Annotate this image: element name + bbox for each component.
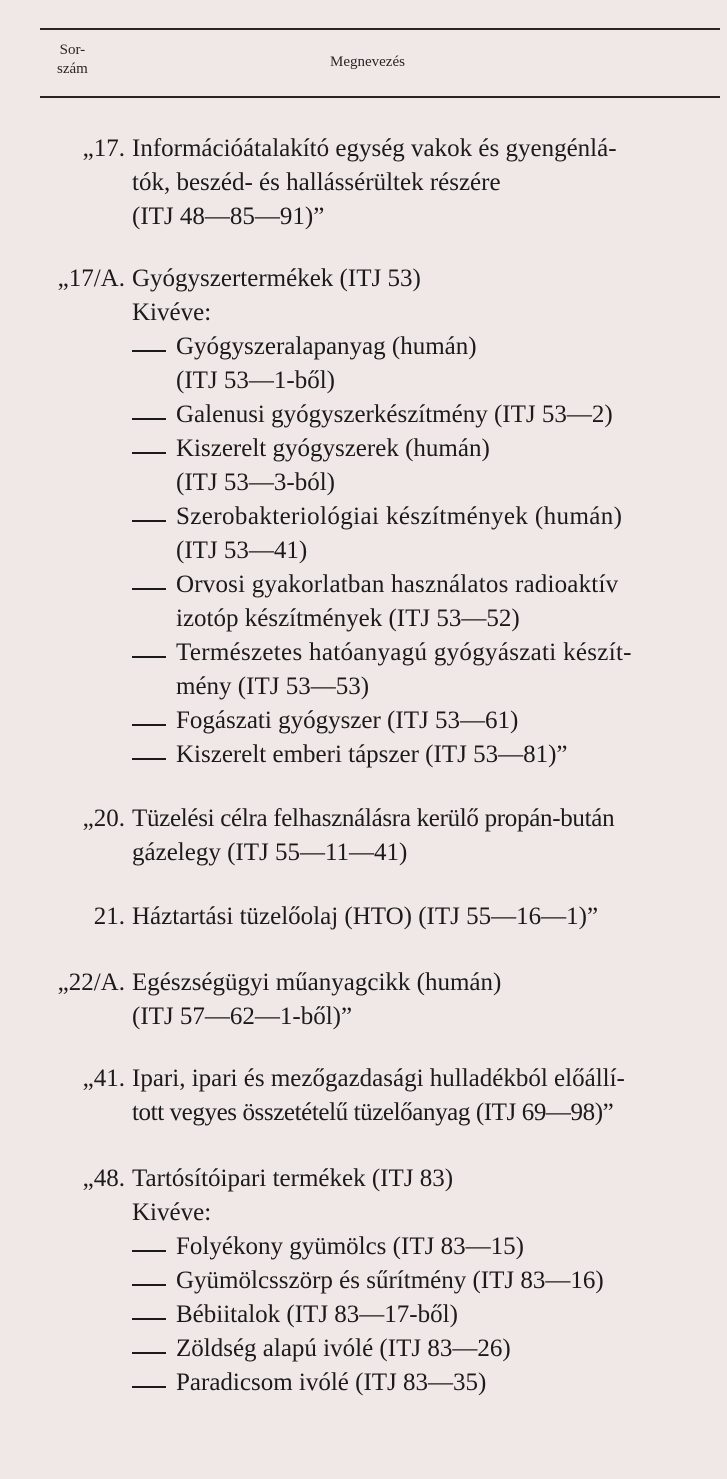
header-bottom-rule — [40, 96, 720, 98]
entry-number: 21. — [93, 903, 125, 930]
item-dash — [132, 724, 166, 726]
item-text: (ITJ 53—1-ből) — [176, 367, 335, 394]
entry-text-line: Háztartási tüzelőolaj (HTO) (ITJ 55—16—1)” — [132, 903, 599, 930]
entry-text-line: (ITJ 57—62—1-ből)” — [132, 1003, 353, 1030]
entry-number: „17/A. — [57, 265, 125, 292]
item-text: Bébiitalok (ITJ 83—17-ből) — [176, 1301, 458, 1328]
entry-number: „20. — [82, 805, 125, 832]
entry-title: Tartósítóipari termékek (ITJ 83) — [132, 1165, 454, 1192]
header-col-number-line1: Sor- — [59, 42, 86, 58]
item-dash — [132, 452, 166, 454]
except-label: Kivéve: — [132, 1199, 212, 1226]
item-text: Kiszerelt gyógyszerek (humán) — [176, 435, 490, 462]
item-text: Természetes hatóanyagú gyógyászati készít- — [176, 639, 632, 666]
item-text: Galenusi gyógyszerkészítmény (ITJ 53—2) — [176, 401, 613, 428]
entry-text-line: Ipari, ipari és mezőgazdasági hulladékból előállí- — [132, 1065, 625, 1092]
entry-number: „22/A. — [57, 969, 125, 996]
item-text: Kiszerelt emberi tápszer (ITJ 53—81)” — [176, 741, 568, 768]
entry-number: „17. — [82, 135, 125, 162]
item-text: Paradicsom ivólé (ITJ 83—35) — [176, 1369, 487, 1396]
item-text: Zöldség alapú ivólé (ITJ 83—26) — [176, 1335, 511, 1362]
entry-text-line: tott vegyes összetételű tüzelőanyag (ITJ 69—98)” — [132, 1099, 614, 1126]
entry-text-line: (ITJ 48—85—91)” — [132, 203, 325, 230]
item-dash — [132, 520, 166, 522]
entry-number: „48. — [82, 1165, 125, 1192]
item-text: mény (ITJ 53—53) — [176, 673, 370, 700]
item-dash — [132, 1386, 166, 1388]
header-col-name: Megnevezés — [330, 54, 405, 70]
entry-text-line: tók, beszéd- és hallássérültek részére — [132, 169, 501, 196]
item-dash — [132, 1250, 166, 1252]
entry-text-line: Információátalakító egység vakok és gyengénlá- — [132, 135, 617, 162]
item-dash — [132, 1284, 166, 1286]
header-col-number — [57, 41, 88, 79]
item-dash — [132, 418, 166, 420]
item-text: Szerobakteriológiai készítmények (humán) — [176, 503, 623, 530]
item-text: Orvosi gyakorlatban használatos radioaktív — [176, 571, 619, 598]
item-dash — [132, 350, 166, 352]
entry-title: Gyógyszertermékek (ITJ 53) — [132, 265, 421, 292]
entry-text-line: gázelegy (ITJ 55—11—41) — [132, 839, 408, 866]
item-dash — [132, 656, 166, 658]
item-dash — [132, 1318, 166, 1320]
item-text: Gyógyszeralapanyag (humán) — [176, 333, 477, 360]
entry-text-line: Egészségügyi műanyagcikk (humán) — [132, 969, 502, 996]
header-top-rule — [40, 28, 720, 30]
except-label: Kivéve: — [132, 299, 212, 326]
item-text: Fogászati gyógyszer (ITJ 53—61) — [176, 707, 519, 734]
entry-text-line: Tüzelési célra felhasználásra kerülő propán-bután — [132, 805, 615, 832]
item-dash — [132, 758, 166, 760]
item-text: (ITJ 53—3-ból) — [176, 469, 335, 496]
item-text: izotóp készítmények (ITJ 53—52) — [176, 605, 520, 632]
item-text: Gyümölcsszörp és sűrítmény (ITJ 83—16) — [176, 1267, 604, 1294]
item-dash — [132, 1352, 166, 1354]
entry-number: „41. — [82, 1065, 125, 1092]
item-dash — [132, 588, 166, 590]
item-text: (ITJ 53—41) — [176, 537, 308, 564]
header-col-number-line2: szám — [57, 61, 88, 77]
item-text: Folyékony gyümölcs (ITJ 83—15) — [176, 1233, 524, 1260]
